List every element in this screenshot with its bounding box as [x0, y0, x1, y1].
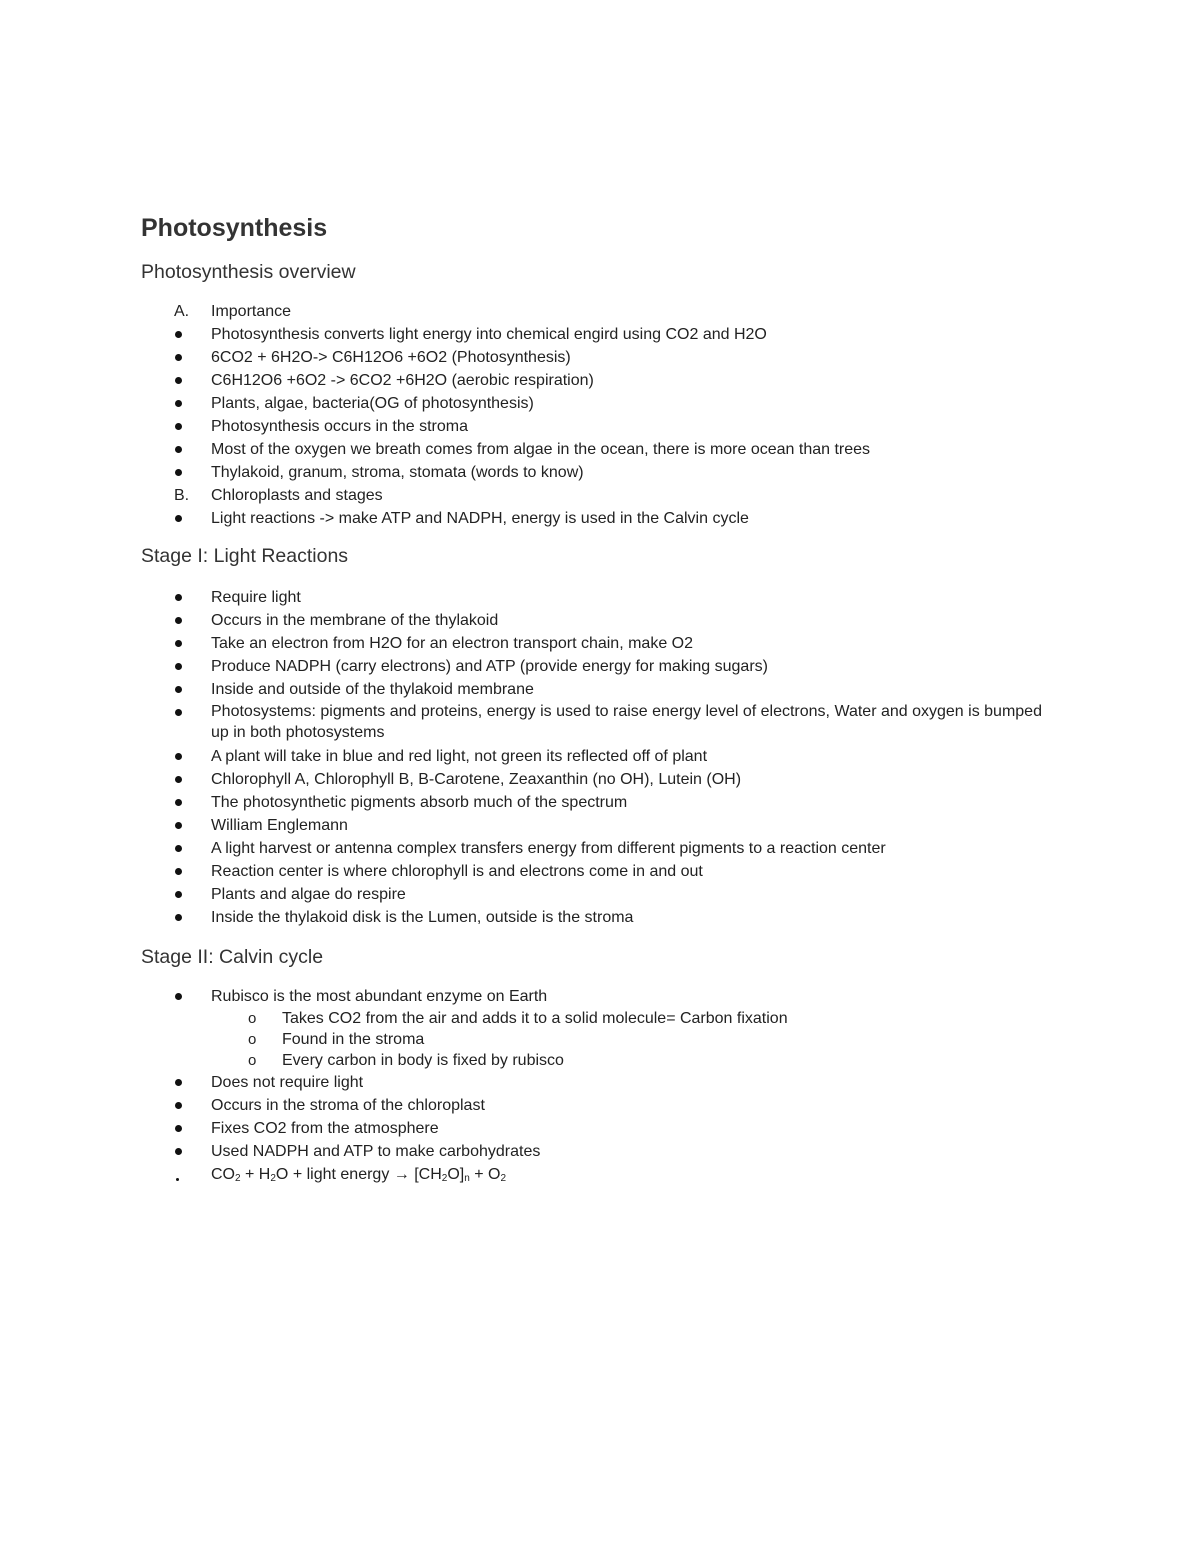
sub-bullet-icon: o	[248, 1031, 257, 1048]
bullet-icon	[175, 776, 182, 783]
list-item-text: Chloroplasts and stages	[211, 487, 383, 504]
page-title: Photosynthesis	[141, 214, 328, 242]
section-heading-stage-2: Stage II: Calvin cycle	[141, 946, 324, 968]
list-item-text: Photosynthesis occurs in the stroma	[211, 418, 469, 435]
bullet-icon	[175, 400, 182, 407]
sub-bullet-icon: o	[248, 1052, 257, 1069]
bullet-icon	[175, 914, 182, 921]
list-item-text: 6CO2 + 6H2O-> C6H12O6 +6O2 (Photosynthesis)	[211, 349, 571, 366]
list-item-text: Found in the stroma	[282, 1031, 425, 1048]
bullet-icon	[175, 891, 182, 898]
list-marker: A.	[174, 303, 190, 320]
sub-bullet-icon: o	[248, 1010, 257, 1027]
section-heading-overview: Photosynthesis overview	[141, 261, 356, 283]
bullet-icon	[175, 1125, 182, 1132]
list-item-text: Importance	[211, 303, 292, 320]
bullet-icon	[175, 868, 182, 875]
list-item-text: Does not require light	[211, 1074, 364, 1091]
bullet-icon	[175, 354, 182, 361]
bullet-icon	[175, 1102, 182, 1109]
bullet-icon	[175, 446, 182, 453]
bullet-icon	[175, 377, 182, 384]
bullet-icon	[175, 799, 182, 806]
bullet-icon	[175, 663, 182, 670]
list-item-text: William Englemann	[211, 817, 348, 834]
list-item-text: Rubisco is the most abundant enzyme on Earth	[211, 988, 548, 1005]
bullet-icon	[175, 993, 182, 1000]
list-item-text: Produce NADPH (carry electrons) and ATP (provide energy for making sugars)	[211, 658, 768, 675]
list-item-text: Light reactions -> make ATP and NADPH, energy is used in the Calvin cycle	[211, 510, 749, 527]
list-item-text: Chlorophyll A, Chlorophyll B, B-Carotene, Zeaxanthin (no OH), Lutein (OH)	[211, 771, 742, 788]
list-item-text: Take an electron from H2O for an electron transport chain, make O2	[211, 635, 694, 652]
bullet-icon	[176, 1178, 179, 1181]
list-item-text: Most of the oxygen we breath comes from algae in the ocean, there is more ocean than trees	[211, 441, 871, 458]
list-item-text: Inside the thylakoid disk is the Lumen, outside is the stroma	[211, 909, 634, 926]
list-item-text: Thylakoid, granum, stroma, stomata (words to know)	[211, 464, 584, 481]
list-item-text: Every carbon in body is fixed by rubisco	[282, 1052, 564, 1069]
bullet-icon	[175, 845, 182, 852]
bullet-icon	[175, 469, 182, 476]
bullet-icon	[175, 594, 182, 601]
list-item-text: Photosynthesis converts light energy into chemical engird using CO2 and H2O	[211, 326, 767, 343]
list-item-text: Occurs in the membrane of the thylakoid	[211, 612, 499, 629]
bullet-icon	[175, 515, 182, 522]
list-item-text: Reaction center is where chlorophyll is and electrons come in and out	[211, 863, 703, 880]
list-item-text: Occurs in the stroma of the chloroplast	[211, 1097, 485, 1114]
list-item-text: A plant will take in blue and red light, not green its reflected off of plant	[211, 748, 708, 765]
list-item-text: Used NADPH and ATP to make carbohydrates	[211, 1143, 541, 1160]
list-item-text: Inside and outside of the thylakoid membrane	[211, 681, 534, 698]
list-item-text: Require light	[211, 589, 301, 606]
list-item-text: Plants and algae do respire	[211, 886, 406, 903]
bullet-icon	[175, 709, 182, 716]
bullet-icon	[175, 822, 182, 829]
section-heading-stage-1: Stage I: Light Reactions	[141, 545, 349, 567]
list-item-text: Fixes CO2 from the atmosphere	[211, 1120, 439, 1137]
bullet-icon	[175, 753, 182, 760]
bullet-icon	[175, 1079, 182, 1086]
equation-text: $CO_2 + H_2O$ + light energy → $[CH_2O]_n + O_2$	[211, 1166, 507, 1184]
list-item-text: Plants, algae, bacteria(OG of photosynthesis)	[211, 395, 534, 412]
bullet-icon	[175, 617, 182, 624]
list-item-text: C6H12O6 +6O2 -> 6CO2 +6H2O (aerobic respiration)	[211, 372, 594, 389]
bullet-icon	[175, 640, 182, 647]
list-marker: B.	[174, 487, 190, 504]
bullet-icon	[175, 1148, 182, 1155]
bullet-icon	[175, 331, 182, 338]
list-item-text: Photosystems: pigments and proteins, energy is used to raise energy level of electrons, Water and oxygen is bumped up in both photosystems	[211, 703, 1042, 741]
bullet-icon	[175, 423, 182, 430]
list-item-text: A light harvest or antenna complex transfers energy from different pigments to a reaction center	[211, 840, 886, 857]
list-item-text: Takes CO2 from the air and adds it to a solid molecule= Carbon fixation	[282, 1010, 788, 1027]
list-item-text: The photosynthetic pigments absorb much of the spectrum	[211, 794, 628, 811]
bullet-icon	[175, 686, 182, 693]
